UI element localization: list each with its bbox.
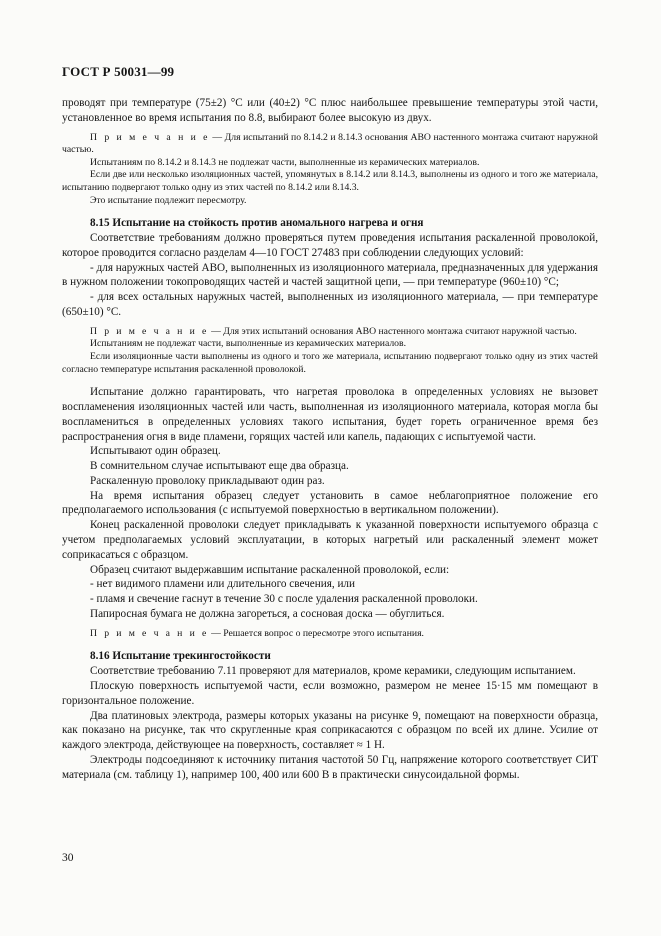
note-line: Это испытание подлежит пересмотру. (90, 194, 247, 206)
document-header: ГОСТ Р 50031—99 (62, 64, 175, 79)
paragraph: В сомнительном случае испытывают еще два образца. (90, 460, 349, 473)
paragraph: Образец считают выдержавшим испытание раскаленной проволокой, если: (90, 563, 450, 576)
note-label: П р и м е ч а н и е (90, 627, 209, 639)
note-line: Если изоляционные части выполнены из одного и того же материала, испытанию подвергают только одну из этих частей согласно температуре испытания раскаленной проволокой. (62, 350, 598, 375)
list-item: - нет видимого пламени или длительного свечения, или (90, 578, 356, 591)
document-body (62, 96, 598, 783)
note (62, 628, 598, 641)
note-text: — Для испытаний по 8.14.2 и 8.14.3 основания АВО настенного монтажа считают наружной частью. (62, 131, 598, 156)
paragraph: Конец раскаленной проволоки следует прикладывать к указанной поверхности испытуемого образца с учетом предполагаемых условий эксплуатации, в которых нагретый или раскаленный элемент может соприкасаться с образцом. (62, 519, 598, 561)
paragraph: Плоскую поверхность испытуемой части, если возможно, размером не менее 15·15 мм помещают в горизонтальное положение. (62, 680, 598, 707)
paragraph: Раскаленную проволоку прикладывают один раз. (90, 474, 325, 487)
paragraph: Электроды подсоединяют к источнику питания частотой 50 Гц, напряжение которого соответствует СИТ материала (см. таблицу 1), например 100, 400 или 600 В в практически синусоидальной формы. (62, 754, 598, 781)
list-item: - пламя и свечение гаснут в течение 30 с после удаления раскаленной проволоки. (90, 593, 478, 606)
paragraph: Два платиновых электрода, размеры которых указаны на рисунке 9, помещают на поверхности образца, как показано на рисунке, так что скругленные края соприкасаются с образцом по всей их длине. Усилие от каждого электрода, действующее на поверхность, составляет ≈ 1 Н. (62, 709, 598, 752)
paragraph: Испытывают один образец. (90, 445, 221, 458)
page-number: 30 (62, 852, 74, 864)
note-label: П р и м е ч а н и е (90, 325, 209, 337)
note-line: Испытаниям по 8.14.2 и 8.14.3 не подлежат части, выполненные из керамических материалов. (90, 156, 480, 168)
note (62, 132, 598, 157)
note (62, 326, 598, 339)
list-item: - для наружных частей АВО, выполненных из изоляционного материала, предназначенных для удержания в нужном положении токопроводящих частей и частей защитной цепи, — при температуре (960±10) °С; (62, 261, 598, 289)
list-item: - для всех остальных наружных частей, выполненных из изоляционного материала, — при температуре (650±10) °С. (62, 291, 598, 318)
paragraph: Испытание должно гарантировать, что нагретая проволока в определенных условиях не вызовет воспламенения изоляционных частей или часть, выполненная из изоляционного материала, которая могла бы воспламениться в определенных условиях такого испытания, будет гореть ограниченное время без распространения огня в виде пламени, горящих частей или капель, падающих с испытуемой части. (62, 386, 598, 443)
note-text: — Для этих испытаний основания АВО настенного монтажа считают наружной частью. (208, 325, 577, 337)
paragraph: Соответствие требованию 7.11 проверяют для материалов, кроме керамики, следующим испытанием. (90, 665, 576, 678)
note-line: Испытаниям не подлежат части, выполненные из керамических материалов. (90, 338, 407, 350)
note-text: — Решается вопрос о пересмотре этого испытания. (208, 627, 424, 639)
section-heading-8-16: 8.16 Испытание трекингостойкости (90, 650, 271, 663)
note-label: П р и м е ч а н и е (90, 131, 210, 143)
note-line: Если две или несколько изоляционных частей, упомянутых в 8.14.2 или 8.14.3, выполнены из одного и того же материала, испытанию подвергают только одну из этих частей по 8.14.2 или 8.14.3. (62, 169, 598, 193)
paragraph: проводят при температуре (75±2) °С или (40±2) °С плюс наибольшее превышение температуры этой части, установленное во время испытания по 8.8, выбирают более высокую из двух. (62, 97, 598, 124)
paragraph: Соответствие требованиям должно проверяться путем проведения испытания раскаленной проволокой, которое проводится согласно разделам 4—10 ГОСТ 27483 при соблюдении следующих условий: (62, 231, 598, 259)
paragraph: Папиросная бумага не должна загореться, а сосновая доска — обуглиться. (90, 608, 445, 621)
paragraph: На время испытания образец следует установить в самое неблагоприятное положение его предполагаемого использования (с испытуемой поверхностью в вертикальном положении). (62, 489, 598, 517)
section-heading-8-15: 8.15 Испытание на стойкость против аномального нагрева и огня (90, 217, 424, 230)
